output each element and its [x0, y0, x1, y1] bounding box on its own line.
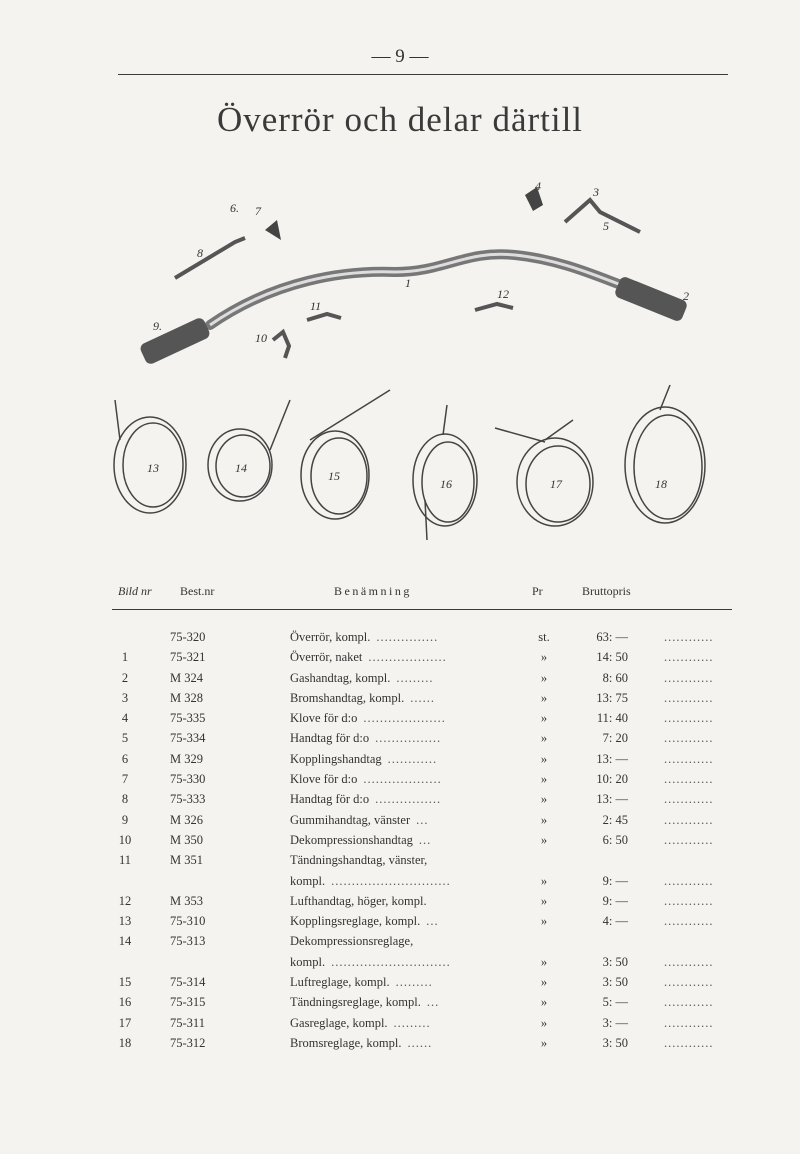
svg-text:16: 16 — [440, 477, 452, 491]
price-cell: 6: 50 — [602, 832, 628, 847]
best-nr-cell: 75-334 — [170, 731, 206, 746]
leader-dots: ......... — [396, 670, 434, 685]
handlebar-parts-drawing — [95, 160, 735, 560]
pr-cell: » — [540, 1015, 548, 1030]
trailing-dots: ............ — [664, 914, 714, 929]
pr-cell: » — [540, 751, 548, 766]
pr-cell: » — [540, 954, 548, 969]
benamning-cell — [290, 833, 431, 848]
leader-dots: ................... — [368, 650, 447, 665]
best-nr-cell: 75-311 — [170, 1015, 205, 1030]
benamning-text: Gummihandtag, vänster — [290, 812, 411, 827]
benamning-cell — [290, 772, 442, 787]
benamning-text: Överrör, kompl. — [290, 630, 371, 644]
svg-text:12: 12 — [497, 287, 509, 301]
cable-18 — [625, 385, 705, 523]
leader-dots: ............ — [387, 751, 438, 766]
pr-cell: » — [540, 690, 548, 705]
benamning-text: Överrör, naket — [290, 650, 363, 665]
leader-dots: ... — [416, 812, 429, 827]
small-lever-11 — [307, 314, 341, 320]
best-nr-cell: 75-313 — [170, 934, 206, 949]
table-row — [112, 1036, 732, 1056]
price-cell: 14: 50 — [596, 650, 628, 665]
leader-dots: ............................. — [331, 954, 451, 969]
table-row — [112, 934, 732, 954]
bild-nr-cell: 9 — [121, 812, 129, 827]
price-cell: 7: 20 — [602, 731, 628, 746]
cable-17 — [495, 420, 593, 526]
table-row — [112, 691, 732, 711]
bild-nr-cell: 6 — [121, 751, 129, 766]
benamning-text: kompl. — [290, 873, 326, 888]
leader-dots: ................ — [375, 792, 442, 807]
pr-cell: » — [540, 995, 548, 1010]
trailing-dots: ............ — [664, 954, 714, 969]
benamning-cell — [290, 792, 441, 807]
price-cell: 13: — — [596, 751, 628, 766]
svg-text:7: 7 — [255, 204, 261, 218]
table-row — [112, 995, 732, 1015]
price-cell: 9: — — [602, 873, 628, 888]
benamning-text: Handtag för d:o — [290, 792, 370, 807]
pr-cell: » — [540, 1035, 548, 1050]
svg-text:10: 10 — [255, 331, 267, 345]
pr-cell: » — [540, 650, 548, 665]
bild-nr-cell: 4 — [121, 711, 129, 726]
benamning-text: Gashandtag, kompl. — [290, 670, 391, 685]
trailing-dots: ............ — [664, 975, 714, 990]
benamning-text: Kopplingsreglage, kompl. — [290, 914, 421, 929]
handlebar-tube — [210, 254, 635, 325]
benamning-text: Luftreglage, kompl. — [290, 975, 390, 990]
best-nr-cell: 75-335 — [170, 711, 206, 726]
benamning-cell — [290, 813, 429, 828]
trailing-dots: ............ — [664, 731, 714, 746]
benamning-text: kompl. — [290, 954, 326, 969]
benamning-text: Handtag för d:o — [290, 731, 370, 746]
price-cell: 8: 60 — [602, 670, 628, 685]
table-row — [112, 630, 732, 650]
pr-cell: » — [540, 832, 548, 847]
svg-text:17: 17 — [550, 477, 562, 491]
cable-16 — [413, 405, 477, 540]
trailing-dots: ............ — [664, 630, 714, 644]
best-nr-cell: 75-330 — [170, 772, 206, 787]
pr-cell: st. — [538, 630, 550, 644]
best-nr-cell: 75-333 — [170, 792, 206, 807]
bild-nr-cell: 10 — [118, 832, 132, 847]
svg-text:14: 14 — [235, 461, 247, 475]
pr-cell: » — [540, 914, 548, 929]
price-cell: 9: — — [602, 893, 628, 908]
table-row — [112, 853, 732, 873]
page-title: Överrör och delar därtill — [216, 100, 584, 139]
cable-14 — [208, 400, 290, 501]
best-nr-cell: M 328 — [170, 690, 203, 705]
table-row — [112, 1016, 732, 1036]
bild-nr-cell: 16 — [118, 995, 132, 1010]
svg-text:18: 18 — [655, 477, 667, 491]
benamning-text: Lufthandtag, höger, kompl. — [290, 893, 427, 908]
best-nr-cell: 75-320 — [170, 630, 206, 644]
best-nr-cell: M 326 — [170, 812, 203, 827]
leader-dots: ................... — [363, 772, 442, 787]
best-nr-cell: 75-321 — [170, 650, 206, 665]
trailing-dots: ............ — [664, 650, 714, 665]
best-nr-cell: 75-314 — [170, 975, 206, 990]
leader-dots: ... — [426, 914, 439, 929]
svg-text:9.: 9. — [153, 319, 162, 333]
benamning-cell — [290, 711, 446, 726]
benamning-text: Tändningshandtag, vänster, — [290, 853, 428, 868]
benamning-cell — [290, 630, 438, 645]
leader-dots: ................ — [375, 731, 442, 746]
trailing-dots: ............ — [664, 711, 714, 726]
price-cell: 2: 45 — [602, 812, 628, 827]
svg-text:13: 13 — [147, 461, 159, 475]
left-grip — [139, 316, 212, 366]
benamning-text: Klove för d:o — [290, 711, 358, 726]
benamning-cell — [290, 975, 433, 990]
bild-nr-cell: 1 — [121, 650, 129, 665]
pr-cell: » — [540, 873, 548, 888]
benamning-cell — [290, 1036, 432, 1051]
leader-dots: ...... — [410, 690, 435, 705]
svg-text:11: 11 — [310, 299, 322, 313]
table-row — [112, 731, 732, 751]
price-cell: 10: 20 — [596, 772, 628, 787]
table-row — [112, 874, 732, 894]
header-best-nr: Best.nr — [180, 584, 215, 598]
svg-text:15: 15 — [328, 469, 340, 483]
pr-cell: » — [540, 812, 548, 827]
benamning-cell — [290, 691, 435, 706]
small-lever-10 — [273, 332, 289, 358]
bild-nr-cell: 11 — [118, 853, 132, 868]
benamning-cell — [290, 995, 439, 1010]
header-bruttopris: Bruttopris — [582, 584, 631, 598]
leader-dots: .................... — [363, 711, 446, 726]
header-benamning: Benämning — [334, 584, 412, 598]
price-cell: 63: — — [596, 630, 628, 644]
benamning-cell — [290, 650, 447, 665]
trailing-dots: ............ — [664, 995, 714, 1010]
bild-nr-cell: 7 — [121, 772, 129, 787]
leader-dots: ......... — [393, 1015, 431, 1030]
bild-nr-cell: 14 — [118, 934, 132, 949]
cable-15 — [301, 390, 390, 519]
pr-cell: » — [540, 731, 548, 746]
best-nr-cell: M 324 — [170, 670, 203, 685]
leader-dots: ............... — [376, 630, 439, 644]
clamp-left — [265, 220, 281, 240]
best-nr-cell: M 329 — [170, 751, 203, 766]
table-row — [112, 914, 732, 934]
trailing-dots: ............ — [664, 751, 714, 766]
trailing-dots: ............ — [664, 670, 714, 685]
svg-text:6.: 6. — [230, 201, 239, 215]
top-rule — [118, 74, 728, 75]
svg-text:3: 3 — [593, 185, 599, 199]
best-nr-cell: M 353 — [170, 893, 203, 908]
benamning-cell — [290, 671, 433, 686]
table-row — [112, 833, 732, 853]
table-row — [112, 975, 732, 995]
benamning-cell — [290, 731, 441, 746]
cable-13 — [114, 400, 186, 513]
best-nr-cell: 75-312 — [170, 1035, 206, 1050]
table-row — [112, 813, 732, 833]
benamning-text: Tändningsreglage, kompl. — [290, 995, 421, 1010]
table-header — [112, 584, 732, 604]
leader-dots: ...... — [407, 1035, 433, 1050]
trailing-dots: ............ — [664, 772, 714, 787]
pr-cell: » — [540, 975, 548, 990]
benamning-cell — [290, 955, 451, 970]
right-grip — [614, 275, 689, 322]
header-pr: Pr — [532, 584, 543, 598]
price-cell: 3: 50 — [602, 1035, 628, 1050]
table-row — [112, 792, 732, 812]
best-nr-cell: M 351 — [170, 853, 203, 868]
header-rule — [112, 609, 732, 610]
svg-text:2: 2 — [683, 289, 689, 303]
svg-text:1: 1 — [405, 276, 411, 290]
table-row — [112, 711, 732, 731]
parts-table — [112, 630, 732, 1056]
trailing-dots: ............ — [664, 832, 714, 847]
bild-nr-cell: 13 — [118, 914, 132, 929]
benamning-cell — [290, 853, 433, 868]
table-row — [112, 955, 732, 975]
trailing-dots: ............ — [664, 690, 714, 705]
page-number: — 9 — — [371, 46, 429, 67]
benamning-cell — [290, 874, 451, 889]
benamning-cell — [290, 1016, 431, 1031]
price-cell: 13: 75 — [596, 690, 628, 705]
bild-nr-cell: 3 — [121, 690, 129, 705]
svg-text:5: 5 — [603, 219, 609, 233]
benamning-text: Gasreglage, kompl. — [290, 1015, 388, 1030]
price-cell: 3: — — [602, 1015, 628, 1030]
pr-cell: » — [540, 792, 548, 807]
benamning-text: Bromsreglage, kompl. — [290, 1035, 402, 1050]
benamning-text: Dekompressionshandtag — [290, 832, 413, 847]
benamning-text: Bromshandtag, kompl. — [290, 690, 405, 705]
bild-nr-cell: 12 — [118, 893, 132, 908]
price-cell: 11: 40 — [596, 711, 628, 726]
leader-dots: ... — [426, 995, 440, 1010]
trailing-dots: ............ — [664, 893, 714, 908]
benamning-cell — [290, 752, 437, 767]
bild-nr-cell: 8 — [121, 792, 129, 807]
leader-dots: ......... — [395, 975, 433, 990]
trailing-dots: ............ — [664, 1015, 714, 1030]
benamning-text: Klove för d:o — [290, 772, 358, 787]
lever-left — [175, 238, 245, 278]
bild-nr-cell: 18 — [118, 1035, 132, 1050]
small-lever-12 — [475, 304, 513, 310]
price-cell: 3: 50 — [602, 975, 628, 990]
table-row — [112, 752, 732, 772]
bild-nr-cell: 15 — [118, 975, 132, 990]
price-cell: 13: — — [596, 792, 628, 807]
svg-text:4: 4 — [535, 179, 541, 193]
pr-cell: » — [540, 670, 548, 685]
table-row — [112, 894, 732, 914]
bild-nr-cell: 5 — [121, 731, 129, 746]
pr-cell: » — [540, 711, 548, 726]
bild-nr-cell: 17 — [118, 1015, 132, 1030]
price-cell: 4: — — [602, 914, 628, 929]
leader-dots: ............................. — [331, 873, 451, 888]
table-row — [112, 671, 732, 691]
pr-cell: » — [540, 772, 548, 787]
pr-cell: » — [540, 893, 548, 908]
header-bild-nr: Bild nr — [118, 584, 152, 598]
parts-illustration — [95, 160, 735, 560]
trailing-dots: ............ — [664, 873, 714, 888]
price-cell: 3: 50 — [602, 954, 628, 969]
best-nr-cell: 75-310 — [170, 914, 206, 929]
trailing-dots: ............ — [664, 792, 714, 807]
table-row — [112, 650, 732, 670]
leader-dots: ... — [418, 832, 432, 847]
svg-text:8: 8 — [197, 246, 203, 260]
trailing-dots: ............ — [664, 1035, 714, 1050]
table-row — [112, 772, 732, 792]
benamning-text: Kopplingshandtag — [290, 751, 382, 766]
price-cell: 5: — — [602, 995, 628, 1010]
benamning-cell — [290, 934, 419, 949]
benamning-cell — [290, 894, 433, 909]
benamning-text: Dekompressionsreglage, — [290, 934, 414, 949]
best-nr-cell: 75-315 — [170, 995, 206, 1010]
benamning-cell — [290, 914, 439, 929]
trailing-dots: ............ — [664, 812, 714, 827]
bild-nr-cell: 2 — [121, 670, 129, 685]
best-nr-cell: M 350 — [170, 832, 203, 847]
